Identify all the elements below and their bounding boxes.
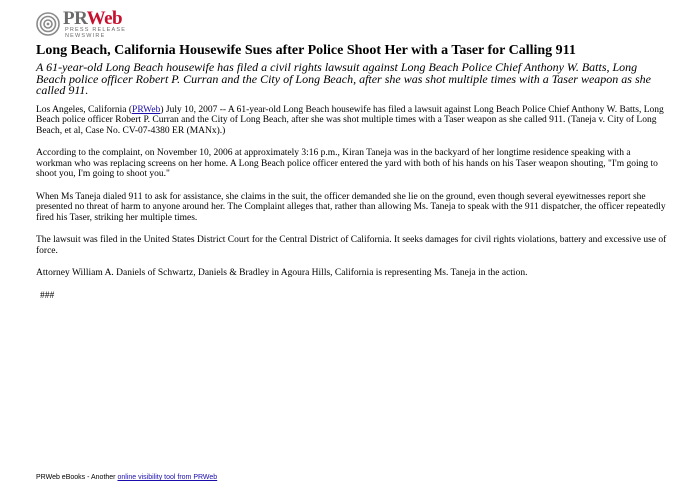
body-paragraph: According to the complaint, on November 10, 2006 at approximately 3:16 p.m., Kiran Taneja was in the backyard of her longtime residence speaking with a workman who was replacing screens on her home. A Long Beach police officer entered the yard with both of his hands on his Taser weapon shouting, "I'm going to shoot you, I'm going to shoot you." (36, 148, 658, 179)
logo-tagline-2: NEWSWIRE (65, 32, 106, 39)
logo-wordmark (63, 7, 126, 29)
page-footer (36, 474, 217, 482)
end-mark: ### (40, 290, 55, 301)
footer-link[interactable]: online visibility tool from PRWeb (117, 474, 218, 481)
body-paragraph: The lawsuit was filed in the United States District Court for the Central District of California. It seeks damages for civil rights violations, battery and excessive use of force. (36, 235, 667, 256)
article-summary: A 61-year-old Long Beach housewife has filed a civil rights lawsuit against Long Beach Police Chief Anthony W. Batts, Long Beach police officer Robert P. Curran and the City of Long Beach, after she was shot multiple times with a Taser weapon as she called 911. (36, 60, 651, 97)
article-headline: Long Beach, California Housewife Sues after Police Shoot Her with a Taser for Calling 911 (36, 43, 576, 58)
dateline-paragraph (36, 105, 668, 137)
body-paragraph: Attorney William A. Daniels of Schwartz, Daniels & Bradley in Agoura Hills, California is representing Ms. Taneja in the action. (36, 268, 528, 278)
broadcast-rings-icon (36, 12, 60, 36)
article-body (36, 44, 668, 301)
prweb-logo[interactable] (36, 9, 126, 39)
dateline-prefix: Los Angeles, California ( (36, 104, 133, 115)
body-paragraph: When Ms Taneja dialed 911 to ask for assistance, she claims in the suit, the officer demanded she lie on the ground, even though several eyewitnesses report she presented no threat of harm to anyone around her. The Complaint alleges that, rather than allowing Ms. Taneja to speak with the 911 dispatcher, the officer repeatedly fired his Taser, striking her multiple times. (36, 191, 666, 223)
logo-tagline-1: PRESS RELEASE (65, 26, 127, 33)
dateline-suffix: ) July 10, 2007 -- A 61-year-old Long Beach housewife has filed a lawsuit against Long Beach Police Chief Anthony W. Batts, Long Beach police officer Robert P. Curran and the City of Long Beach, after she was shot multiple times with a Taser weapon as she called 911. (Taneja v. City of Long Beach, et al, Case No. CV-07-4380 ER (MANx).) (36, 104, 664, 136)
logo-word-web: Web (86, 7, 123, 29)
footer-prefix: PRWeb eBooks - Another (36, 474, 118, 481)
logo-word-pr: PR (63, 7, 87, 29)
prweb-link[interactable]: PRWeb (132, 104, 161, 115)
